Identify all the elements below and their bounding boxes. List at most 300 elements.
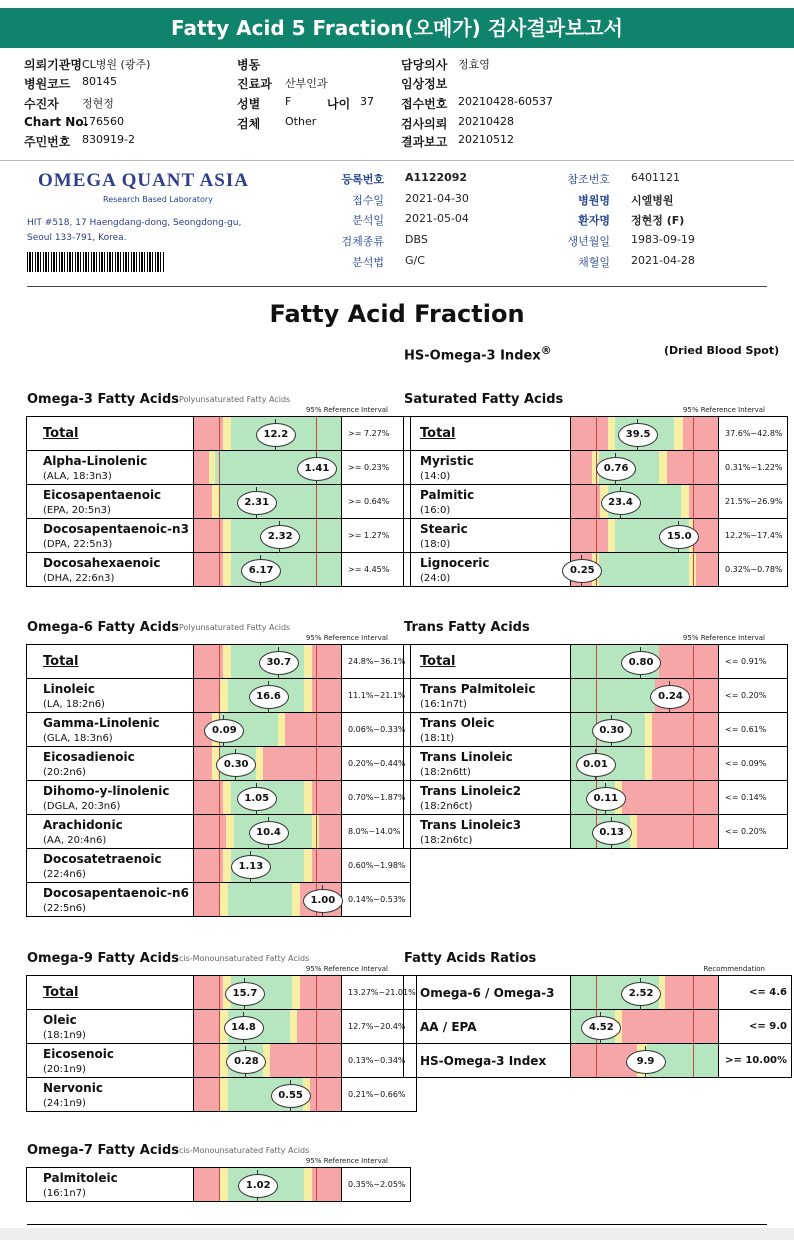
level-bar-cell bbox=[571, 519, 719, 553]
reference-range: <= 4.6 bbox=[719, 976, 792, 1010]
range-band bbox=[665, 976, 718, 1009]
result-marker: 1.05 bbox=[237, 787, 277, 811]
range-band bbox=[263, 747, 341, 780]
patient-field-value: 80145 bbox=[82, 75, 117, 88]
level-bar-cell bbox=[194, 815, 342, 849]
acid-notation: (AA, 20:4n6) bbox=[43, 834, 107, 846]
registration-label: 병원명 bbox=[578, 194, 610, 207]
reference-range: 0.60%~1.98% bbox=[342, 849, 411, 883]
reference-range: 24.8%~36.1% bbox=[342, 645, 411, 679]
lab-logo-subtitle: Research Based Laboratory bbox=[103, 195, 213, 204]
result-marker: 2.32 bbox=[260, 525, 300, 549]
acid-name-cell bbox=[404, 747, 571, 781]
level-bar-cell bbox=[194, 849, 342, 883]
acid-name-cell bbox=[27, 781, 194, 815]
threshold-line bbox=[596, 519, 597, 552]
threshold-line bbox=[219, 553, 220, 586]
acid-name: Palmitic bbox=[420, 487, 475, 502]
threshold-line bbox=[693, 679, 694, 712]
threshold-line bbox=[219, 883, 220, 916]
patient-field-value: 산부인과 bbox=[285, 77, 328, 90]
registration-value: 2021-05-04 bbox=[405, 212, 469, 225]
table-row bbox=[404, 485, 788, 519]
threshold-line bbox=[596, 679, 597, 712]
range-band bbox=[645, 713, 652, 746]
range-band bbox=[194, 485, 212, 518]
result-marker: 15.0 bbox=[659, 525, 699, 549]
acid-name-cell bbox=[27, 519, 194, 553]
threshold-line bbox=[316, 553, 317, 586]
section-subtitle: cis-Monounsaturated Fatty Acids bbox=[179, 954, 310, 963]
acid-notation: (18:1t) bbox=[420, 732, 455, 744]
result-marker: 15.7 bbox=[225, 982, 265, 1006]
threshold-line bbox=[316, 485, 317, 518]
threshold-line bbox=[219, 417, 220, 450]
acid-notation: (LA, 18:2n6) bbox=[43, 698, 105, 710]
reference-range: <= 0.09% bbox=[719, 747, 788, 781]
section-title: Omega-6 Fatty Acids bbox=[27, 620, 180, 635]
table-row bbox=[27, 849, 411, 883]
level-bar-cell bbox=[571, 713, 719, 747]
acid-name-cell bbox=[404, 417, 571, 451]
fatty-acid-table bbox=[26, 975, 417, 1112]
range-band bbox=[304, 849, 311, 882]
level-bar-cell bbox=[571, 417, 719, 451]
range-band bbox=[292, 883, 299, 916]
acid-name: Alpha-Linolenic bbox=[43, 453, 148, 468]
reference-range: <= 0.14% bbox=[719, 781, 788, 815]
patient-field-value: 176560 bbox=[82, 115, 124, 128]
reference-range: <= 0.91% bbox=[719, 645, 788, 679]
threshold-line bbox=[316, 781, 317, 814]
threshold-line bbox=[693, 485, 694, 518]
range-band bbox=[194, 1078, 220, 1111]
result-marker: 1.41 bbox=[297, 457, 337, 481]
acid-notation: (24:1n9) bbox=[43, 1097, 86, 1109]
threshold-line bbox=[219, 485, 220, 518]
range-band bbox=[681, 485, 688, 518]
acid-name: Trans Linoleic2 bbox=[420, 783, 522, 798]
threshold-line bbox=[219, 519, 220, 552]
threshold-line bbox=[316, 1010, 317, 1043]
table-row bbox=[27, 1168, 411, 1202]
result-marker: 0.76 bbox=[596, 457, 636, 481]
result-marker: 0.30 bbox=[216, 753, 256, 777]
acid-name-cell bbox=[27, 713, 194, 747]
level-bar-cell bbox=[194, 645, 342, 679]
level-bar-cell bbox=[194, 1044, 342, 1078]
registration-value: 1983-09-19 bbox=[631, 233, 695, 246]
acid-name: Trans Linoleic3 bbox=[420, 817, 522, 832]
threshold-line bbox=[693, 976, 694, 1009]
acid-name-cell bbox=[404, 679, 571, 713]
threshold-line bbox=[596, 976, 597, 1009]
level-bar-cell bbox=[571, 815, 719, 849]
acid-name-cell bbox=[27, 1078, 194, 1112]
reference-range: 37.6%~42.8% bbox=[719, 417, 788, 451]
registration-label: 생년월일 bbox=[567, 235, 610, 248]
fatty-acid-table bbox=[26, 644, 411, 917]
acid-name-cell bbox=[27, 451, 194, 485]
threshold-line bbox=[219, 849, 220, 882]
acid-notation: (14:0) bbox=[420, 470, 451, 482]
acid-name: Total bbox=[43, 426, 79, 441]
reference-interval-label: 95% Reference Interval bbox=[682, 634, 765, 642]
patient-field-label: 병동 bbox=[237, 58, 261, 72]
registration-value: A1122092 bbox=[405, 171, 468, 184]
result-marker: 0.55 bbox=[271, 1084, 311, 1108]
result-marker: 0.28 bbox=[226, 1050, 266, 1074]
level-bar bbox=[194, 1010, 341, 1043]
fatty-acid-table bbox=[26, 416, 411, 587]
range-band bbox=[220, 883, 227, 916]
range-band bbox=[622, 781, 718, 814]
acid-notation: (GLA, 18:3n6) bbox=[43, 732, 113, 744]
reference-range: 0.20%~0.44% bbox=[342, 747, 411, 781]
result-marker: 0.09 bbox=[204, 719, 244, 743]
threshold-line bbox=[219, 1010, 220, 1043]
divider bbox=[27, 286, 767, 287]
range-band bbox=[645, 747, 652, 780]
range-band bbox=[223, 645, 230, 678]
result-marker: 0.25 bbox=[562, 559, 602, 583]
level-bar-cell bbox=[194, 747, 342, 781]
threshold-line bbox=[219, 1044, 220, 1077]
lab-address-line1: HIT #518, 17 Haengdang-dong, Seongdong-gu, bbox=[27, 218, 242, 228]
result-marker: 0.01 bbox=[576, 753, 616, 777]
level-bar-cell bbox=[194, 1010, 342, 1044]
threshold-line bbox=[316, 1168, 317, 1201]
range-band bbox=[659, 451, 666, 484]
table-row bbox=[404, 713, 788, 747]
level-bar-cell bbox=[194, 485, 342, 519]
reference-range: 8.0%~14.0% bbox=[342, 815, 411, 849]
range-band bbox=[194, 747, 212, 780]
range-band bbox=[292, 976, 299, 1009]
reference-interval-label: 95% Reference Interval bbox=[305, 406, 388, 414]
reference-range: <= 0.20% bbox=[719, 679, 788, 713]
acid-notation: (22:4n6) bbox=[43, 868, 86, 880]
threshold-line bbox=[693, 747, 694, 780]
fatty-acid-table bbox=[403, 416, 788, 587]
range-band bbox=[212, 485, 219, 518]
acid-name-cell bbox=[27, 553, 194, 587]
level-bar-cell bbox=[194, 417, 342, 451]
threshold-line bbox=[693, 645, 694, 678]
table-row bbox=[27, 519, 411, 553]
patient-field-label: 의뢰기관명 bbox=[24, 58, 82, 72]
registration-value: 정현정 (F) bbox=[631, 214, 685, 227]
range-band bbox=[608, 519, 615, 552]
patient-field-label: 수진자 bbox=[24, 97, 59, 111]
table-row bbox=[404, 417, 788, 451]
range-band bbox=[285, 713, 341, 746]
range-band bbox=[571, 679, 655, 712]
threshold-line bbox=[693, 815, 694, 848]
patient-field-value: Other bbox=[285, 115, 317, 128]
fatty-acid-table bbox=[26, 1167, 411, 1202]
table-row bbox=[404, 451, 788, 485]
acid-notation: (20:2n6) bbox=[43, 766, 86, 778]
table-row bbox=[27, 815, 411, 849]
reference-interval-label: 95% Reference Interval bbox=[682, 406, 765, 414]
result-marker: 4.52 bbox=[581, 1016, 621, 1040]
registration-label: 참조번호 bbox=[567, 173, 610, 186]
acid-name: Stearic bbox=[420, 521, 468, 536]
range-band bbox=[297, 1010, 341, 1043]
table-row bbox=[27, 747, 411, 781]
result-marker: 14.8 bbox=[224, 1016, 264, 1040]
range-band bbox=[608, 417, 615, 450]
patient-field-label: 접수번호 bbox=[401, 97, 448, 111]
patient-field-label: 성별 bbox=[237, 97, 261, 111]
table-row bbox=[27, 976, 417, 1010]
reference-range: >= 7.27% bbox=[342, 417, 411, 451]
level-bar-cell bbox=[194, 679, 342, 713]
range-band bbox=[637, 815, 718, 848]
level-bar-cell bbox=[571, 1010, 719, 1044]
acid-name: Dihomo-y-linolenic bbox=[43, 783, 170, 798]
registered-mark: ® bbox=[540, 344, 552, 357]
reference-range: <= 9.0 bbox=[719, 1010, 792, 1044]
threshold-line bbox=[316, 645, 317, 678]
acid-notation: (18:1n9) bbox=[43, 1029, 86, 1041]
acid-name-cell bbox=[27, 1044, 194, 1078]
reference-interval-label: 95% Reference Interval bbox=[305, 634, 388, 642]
acid-name-cell bbox=[27, 976, 194, 1010]
reference-range: >= 1.27% bbox=[342, 519, 411, 553]
threshold-line bbox=[316, 679, 317, 712]
acid-name: Lignoceric bbox=[420, 555, 490, 570]
level-bar-cell bbox=[571, 645, 719, 679]
registration-label: 검체종류 bbox=[341, 235, 384, 248]
acid-name-cell bbox=[27, 1010, 194, 1044]
range-band bbox=[304, 781, 311, 814]
registration-label: 등록번호 bbox=[341, 173, 384, 186]
acid-name: HS-Omega-3 Index bbox=[420, 1053, 547, 1068]
acid-name: Total bbox=[420, 426, 456, 441]
patient-field-label: 검사의뢰 bbox=[401, 117, 448, 131]
acid-notation: (16:0) bbox=[420, 504, 451, 516]
registration-label: 분석일 bbox=[352, 214, 384, 227]
threshold-line bbox=[693, 417, 694, 450]
reference-range: <= 0.61% bbox=[719, 713, 788, 747]
acid-name: Myristic bbox=[420, 453, 474, 468]
acid-notation: (DPA, 22:5n3) bbox=[43, 538, 113, 550]
range-band bbox=[270, 1044, 341, 1077]
reference-range: 21.5%~26.9% bbox=[719, 485, 788, 519]
range-band bbox=[194, 1044, 220, 1077]
reference-interval-label: Recommendation bbox=[703, 965, 765, 973]
level-bar-cell bbox=[571, 1044, 719, 1078]
threshold-line bbox=[316, 519, 317, 552]
threshold-line bbox=[316, 976, 317, 1009]
threshold-line bbox=[219, 781, 220, 814]
acid-name: AA / EPA bbox=[420, 1019, 477, 1034]
reference-range: 0.70%~1.87% bbox=[342, 781, 411, 815]
patient-field-label: Chart No. bbox=[24, 115, 89, 129]
acid-name: Palmitoleic bbox=[43, 1170, 118, 1185]
result-marker: 0.80 bbox=[621, 651, 661, 675]
range-band bbox=[223, 519, 230, 552]
threshold-line bbox=[316, 417, 317, 450]
lab-logo: OMEGA QUANT ASIA bbox=[38, 170, 249, 191]
section-title: Omega-9 Fatty Acids bbox=[27, 951, 180, 966]
acid-name: Eicosapentaenoic bbox=[43, 487, 162, 502]
section-title: Trans Fatty Acids bbox=[404, 620, 530, 635]
reference-range: >= 0.23% bbox=[342, 451, 411, 485]
range-band bbox=[304, 1168, 311, 1201]
result-marker: 2.52 bbox=[621, 982, 661, 1006]
acid-name-cell bbox=[404, 781, 571, 815]
acid-name-cell bbox=[27, 485, 194, 519]
table-row bbox=[404, 1010, 792, 1044]
page-footer bbox=[0, 1228, 794, 1240]
acid-name-cell bbox=[404, 645, 571, 679]
table-row bbox=[27, 645, 411, 679]
threshold-line bbox=[219, 976, 220, 1009]
range-band bbox=[194, 815, 226, 848]
range-band bbox=[220, 1168, 227, 1201]
threshold-line bbox=[693, 451, 694, 484]
acid-name: Total bbox=[420, 654, 456, 669]
threshold-line bbox=[596, 485, 597, 518]
acid-name: Omega-6 / Omega-3 bbox=[420, 985, 555, 1000]
acid-name: Oleic bbox=[43, 1012, 77, 1027]
patient-field-value: 정현정 bbox=[82, 97, 114, 110]
range-band bbox=[622, 1010, 718, 1043]
level-bar-cell bbox=[571, 747, 719, 781]
result-marker: 1.02 bbox=[238, 1174, 278, 1198]
result-marker: 0.13 bbox=[592, 821, 632, 845]
patient-field-label: 주민번호 bbox=[24, 135, 71, 149]
registration-value: DBS bbox=[405, 233, 428, 246]
level-bar bbox=[194, 1044, 341, 1077]
range-band bbox=[696, 553, 718, 586]
acid-name-cell bbox=[404, 1044, 571, 1078]
acid-notation: (DHA, 22:6n3) bbox=[43, 572, 115, 584]
threshold-line bbox=[219, 645, 220, 678]
reference-interval-label: 95% Reference Interval bbox=[305, 965, 388, 973]
result-marker: 6.17 bbox=[241, 559, 281, 583]
table-row bbox=[27, 679, 411, 713]
table-row bbox=[404, 747, 788, 781]
acid-notation: (18:2n6ct) bbox=[420, 800, 473, 812]
range-band bbox=[194, 451, 209, 484]
result-marker: 9.9 bbox=[626, 1050, 666, 1074]
range-band bbox=[194, 1168, 220, 1201]
table-row bbox=[404, 781, 788, 815]
acid-notation: (18:2n6tc) bbox=[420, 834, 473, 846]
patient-field-label: 진료과 bbox=[237, 77, 272, 91]
table-row bbox=[404, 645, 788, 679]
page-title: Fatty Acid Fraction bbox=[269, 300, 525, 328]
range-band bbox=[194, 883, 220, 916]
result-marker: 12.2 bbox=[256, 423, 296, 447]
range-band bbox=[599, 553, 689, 586]
acid-notation: (24:0) bbox=[420, 572, 451, 584]
section-title: Omega-7 Fatty Acids bbox=[27, 1143, 180, 1158]
acid-name: Docosatetraenoic bbox=[43, 851, 162, 866]
range-band bbox=[194, 1010, 220, 1043]
result-marker: 39.5 bbox=[618, 423, 658, 447]
acid-name: Nervonic bbox=[43, 1080, 103, 1095]
hs-omega3-index-heading: HS-Omega-3 Index® bbox=[404, 344, 552, 364]
level-bar bbox=[571, 451, 718, 484]
reference-range: 0.32%~0.78% bbox=[719, 553, 788, 587]
table-row bbox=[404, 679, 788, 713]
range-band bbox=[319, 815, 341, 848]
threshold-line bbox=[596, 1044, 597, 1077]
patient-field-value: 830919-2 bbox=[82, 133, 135, 146]
table-row bbox=[404, 553, 788, 587]
threshold-line bbox=[596, 645, 597, 678]
range-band bbox=[674, 417, 683, 450]
table-row bbox=[27, 1010, 417, 1044]
acid-name-cell bbox=[404, 815, 571, 849]
section-title: Omega-3 Fatty Acids bbox=[27, 392, 180, 407]
patient-field-label: 담당의사 bbox=[401, 58, 448, 72]
level-bar-cell bbox=[571, 485, 719, 519]
acid-name: Linoleic bbox=[43, 681, 96, 696]
patient-field-value: 20210428-60537 bbox=[458, 95, 553, 108]
section-subtitle: Polyunsaturated Fatty Acids bbox=[179, 395, 291, 404]
table-row bbox=[27, 713, 411, 747]
fatty-acid-table bbox=[403, 975, 792, 1078]
patient-field-value: 정효영 bbox=[458, 58, 490, 71]
table-row bbox=[404, 976, 792, 1010]
table-row bbox=[27, 485, 411, 519]
table-row bbox=[27, 451, 411, 485]
reference-range: >= 10.00% bbox=[719, 1044, 792, 1078]
acid-notation: (EPA, 20:5n3) bbox=[43, 504, 111, 516]
reference-range: 0.35%~2.05% bbox=[342, 1168, 411, 1202]
result-marker: 16.6 bbox=[249, 685, 289, 709]
registration-value: 2021-04-28 bbox=[631, 254, 695, 267]
patient-field-label: 검체 bbox=[237, 117, 261, 131]
acid-name: Arachidonic bbox=[43, 817, 123, 832]
level-bar-cell bbox=[571, 679, 719, 713]
range-band bbox=[304, 645, 311, 678]
acid-name-cell bbox=[404, 451, 571, 485]
threshold-line bbox=[219, 679, 220, 712]
reference-range: 11.1%~21.1% bbox=[342, 679, 411, 713]
acid-name: Trans Oleic bbox=[420, 715, 495, 730]
threshold-line bbox=[693, 781, 694, 814]
registration-label: 접수일 bbox=[352, 194, 384, 207]
divider bbox=[0, 160, 794, 161]
acid-name: Total bbox=[43, 985, 79, 1000]
registration-label: 채혈일 bbox=[578, 256, 610, 269]
registration-label: 환자명 bbox=[578, 214, 610, 227]
range-band bbox=[683, 417, 718, 450]
sample-type-note: (Dried Blood Spot) bbox=[664, 344, 780, 357]
table-row bbox=[27, 1078, 417, 1112]
threshold-line bbox=[316, 747, 317, 780]
table-row bbox=[27, 417, 411, 451]
threshold-line bbox=[693, 553, 694, 586]
level-bar-cell bbox=[571, 781, 719, 815]
acid-name-cell bbox=[404, 1010, 571, 1044]
threshold-line bbox=[596, 417, 597, 450]
range-band bbox=[278, 713, 285, 746]
reference-range: 0.06%~0.33% bbox=[342, 713, 411, 747]
patient-field-value: 20210512 bbox=[458, 133, 514, 146]
threshold-line bbox=[219, 1078, 220, 1111]
level-bar-cell bbox=[571, 553, 719, 587]
range-band bbox=[194, 679, 220, 712]
acid-name-cell bbox=[404, 976, 571, 1010]
